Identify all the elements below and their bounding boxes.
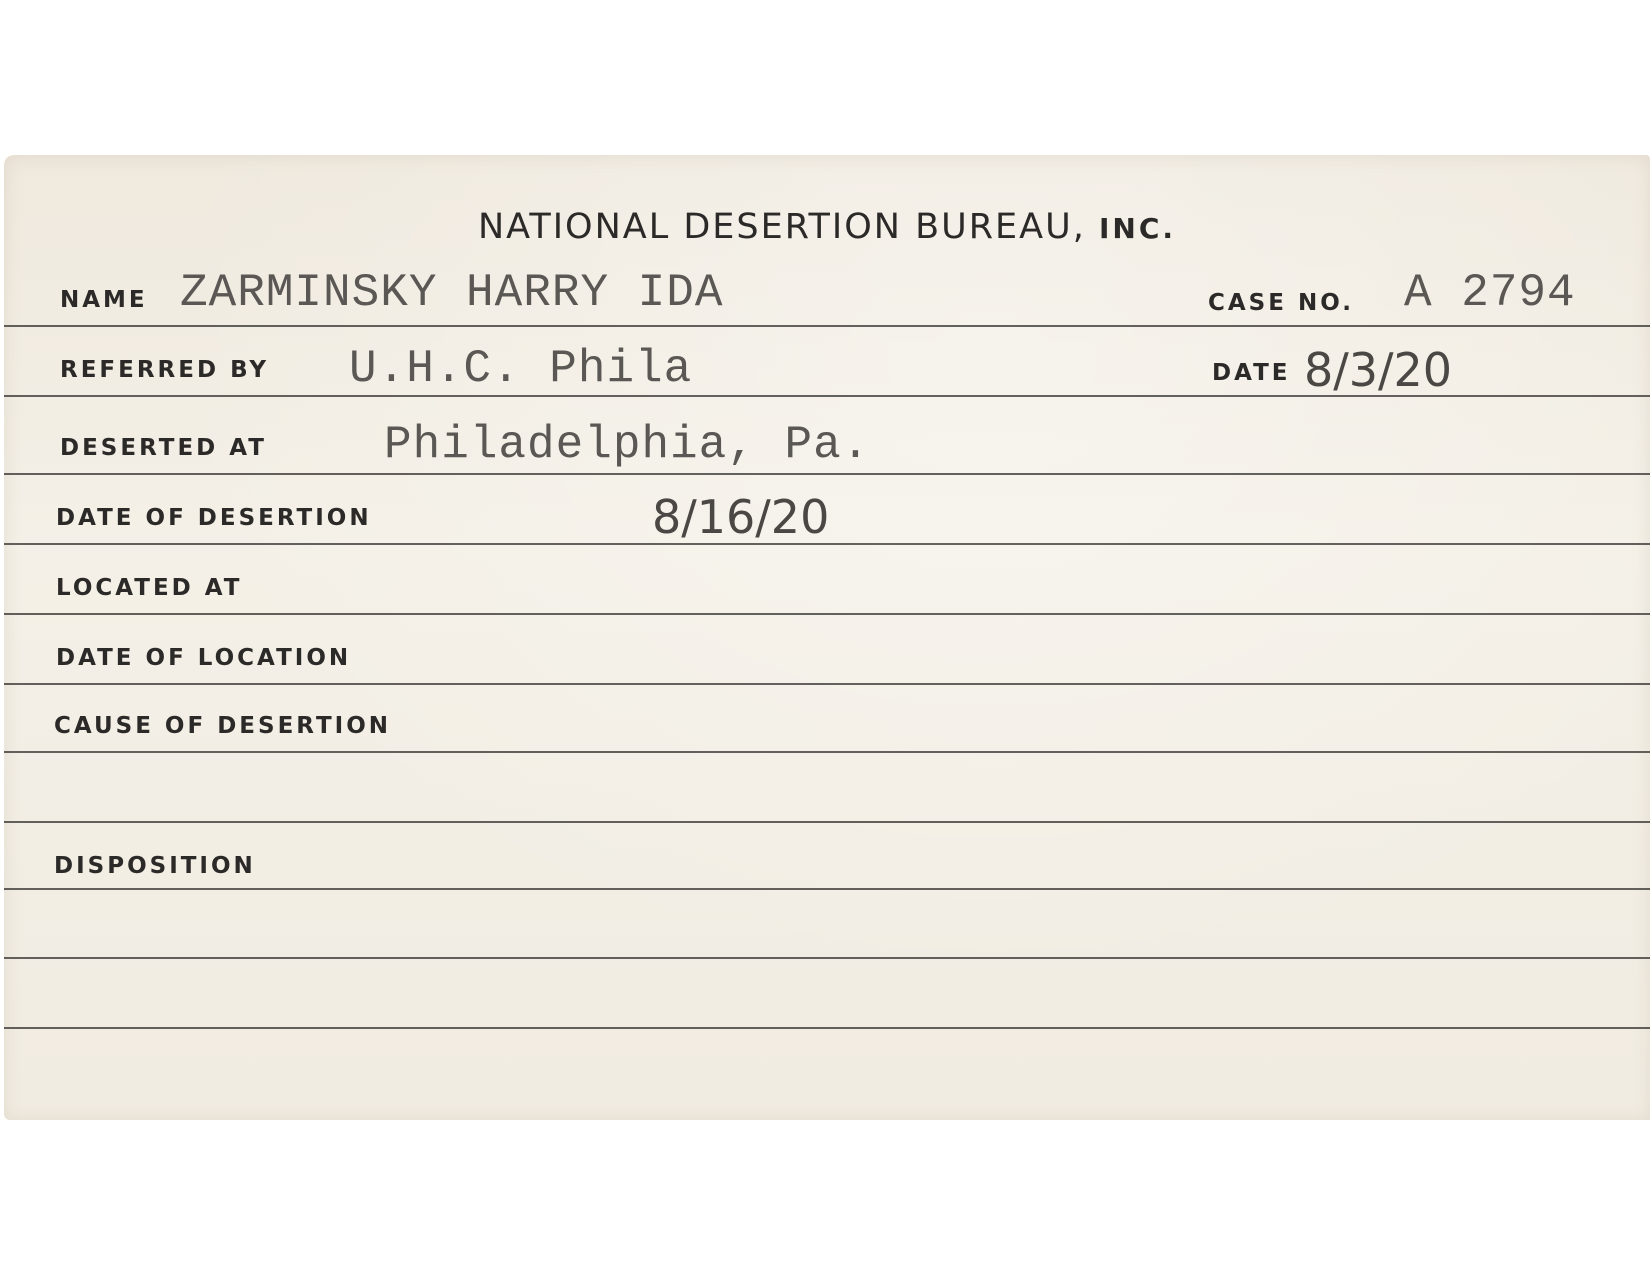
referred-by-label: REFERRED BY xyxy=(60,357,270,383)
case-no-label: CASE NO. xyxy=(1208,290,1354,316)
deserted-at-value: Philadelphia, Pa. xyxy=(384,419,871,471)
name-label: NAME xyxy=(60,287,148,313)
bureau-title xyxy=(4,207,1650,247)
date-label: DATE xyxy=(1212,360,1291,386)
referred-by-value: U.H.C. Phila xyxy=(349,343,693,395)
cause-of-desertion-label: CAUSE OF DESERTION xyxy=(54,713,392,739)
record-card xyxy=(4,155,1650,1120)
date-of-location-label: DATE OF LOCATION xyxy=(56,645,352,671)
cause-of-desertion-rule-1 xyxy=(4,751,1650,753)
disposition-rule-1 xyxy=(4,888,1650,890)
located-at-label: LOCATED AT xyxy=(56,575,243,601)
disposition-label: DISPOSITION xyxy=(54,853,256,879)
disposition-rule-3 xyxy=(4,1027,1650,1029)
bureau-title-main: NATIONAL DESERTION BUREAU, xyxy=(477,207,1086,247)
deserted-at-rule xyxy=(4,473,1650,475)
referred-by-rule xyxy=(4,395,1650,397)
date-value: 8/3/20 xyxy=(1304,343,1453,397)
located-at-rule xyxy=(4,613,1650,615)
name-rule xyxy=(4,325,1650,327)
bureau-title-suffix: INC. xyxy=(1098,212,1177,245)
deserted-at-label: DESERTED AT xyxy=(60,435,267,461)
cause-of-desertion-rule-2 xyxy=(4,821,1650,823)
date-of-desertion-value: 8/16/20 xyxy=(652,490,830,544)
date-of-desertion-label: DATE OF DESERTION xyxy=(56,505,372,531)
date-of-location-rule xyxy=(4,683,1650,685)
name-value: ZARMINSKY HARRY IDA xyxy=(180,267,724,319)
disposition-rule-2 xyxy=(4,957,1650,959)
case-no-value: A 2794 xyxy=(1404,267,1576,319)
date-of-desertion-rule xyxy=(4,543,1650,545)
